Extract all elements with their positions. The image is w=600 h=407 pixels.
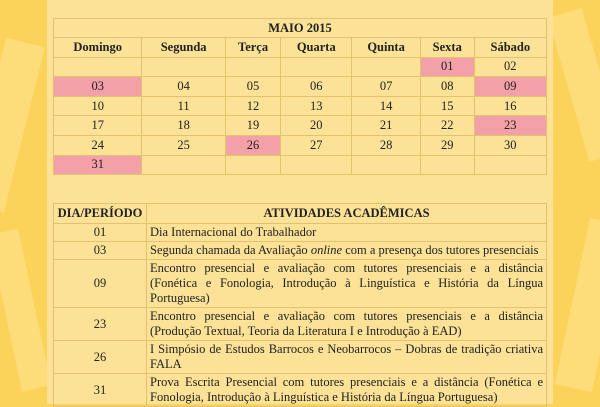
calendar-empty-cell — [352, 57, 421, 77]
calendar-empty-cell — [225, 57, 280, 77]
activity-text-italic: online — [310, 243, 343, 257]
calendar-week-row — [54, 77, 547, 97]
calendar-week-row — [54, 155, 547, 175]
calendar-day-cell: 19 — [225, 116, 280, 136]
calendar-day-cell: 09 — [474, 77, 546, 97]
calendar-day-cell: 30 — [474, 135, 546, 155]
table-row — [54, 260, 547, 308]
calendar-day-cell: 18 — [142, 116, 225, 136]
calendar-day-cell: 24 — [54, 135, 142, 155]
activity-text-before: Segunda chamada da Avaliação — [150, 243, 311, 257]
calendar-day-cell: 12 — [225, 96, 280, 116]
weekday-header: Quinta — [352, 38, 421, 58]
calendar-day-cell: 14 — [352, 96, 421, 116]
bg-stripe-left-2 — [0, 229, 51, 392]
calendar-week-row — [54, 116, 547, 136]
activity-day: 23 — [54, 308, 147, 341]
activity-text-after: com a presença dos tutores presenciais — [342, 243, 539, 257]
activity-description: Encontro presencial e avaliação com tutores presenciais e a distância (Produção Textual, Teoria da Literatura I e Introdução à EAD) — [147, 308, 547, 341]
calendar-empty-cell — [474, 155, 546, 175]
calendar-day-cell: 26 — [225, 135, 280, 155]
activities-table — [53, 203, 547, 407]
calendar-week-row — [54, 57, 547, 77]
table-row — [54, 224, 547, 242]
calendar-empty-cell — [225, 155, 280, 175]
weekday-header: Sábado — [474, 38, 546, 58]
activity-day: 01 — [54, 224, 147, 242]
calendar-table — [53, 18, 547, 175]
weekday-header: Segunda — [142, 38, 225, 58]
calendar-body — [54, 57, 547, 175]
table-row — [54, 341, 547, 374]
calendar-empty-cell — [142, 155, 225, 175]
day-period-header: DIA/PERÍODO — [54, 204, 147, 224]
weekday-header: Sexta — [420, 38, 474, 58]
calendar-day-cell: 06 — [281, 77, 352, 97]
calendar-day-cell: 21 — [352, 116, 421, 136]
calendar-day-cell: 04 — [142, 77, 225, 97]
table-row — [54, 374, 547, 407]
activity-description: Dia Internacional do Trabalhador — [147, 224, 547, 242]
weekday-header: Terça — [225, 38, 280, 58]
calendar-day-cell: 22 — [420, 116, 474, 136]
bg-stripe-left-1 — [0, 38, 45, 213]
calendar-empty-cell — [352, 155, 421, 175]
calendar-day-cell: 28 — [352, 135, 421, 155]
calendar-empty-cell — [420, 155, 474, 175]
bg-stripe-right-2 — [555, 218, 600, 392]
calendar-day-cell: 23 — [474, 116, 546, 136]
calendar-day-cell: 17 — [54, 116, 142, 136]
activity-description: Prova Escrita Presencial com tutores presenciais e a distância (Fonética e Fonologia, Introdução à Linguística e História da Língua Portuguesa) — [147, 374, 547, 407]
calendar-day-cell: 29 — [420, 135, 474, 155]
activity-description: I Simpósio de Estudos Barrocos e Neobarrocos – Dobras de tradição criativa FALA — [147, 341, 547, 374]
activity-description — [147, 242, 547, 260]
calendar-day-cell: 27 — [281, 135, 352, 155]
calendar-day-cell: 11 — [142, 96, 225, 116]
calendar-day-cell: 13 — [281, 96, 352, 116]
calendar-week-row — [54, 135, 547, 155]
calendar-empty-cell — [281, 155, 352, 175]
calendar-day-cell: 15 — [420, 96, 474, 116]
activity-day: 09 — [54, 260, 147, 308]
table-row — [54, 308, 547, 341]
calendar-day-cell: 05 — [225, 77, 280, 97]
activities-header: ATIVIDADES ACADÊMICAS — [147, 204, 547, 224]
calendar-day-cell: 20 — [281, 116, 352, 136]
calendar-day-cell: 16 — [474, 96, 546, 116]
calendar-day-cell: 25 — [142, 135, 225, 155]
calendar-day-cell: 07 — [352, 77, 421, 97]
weekday-header-row — [54, 38, 547, 58]
table-row — [54, 242, 547, 260]
calendar-day-cell: 31 — [54, 155, 142, 175]
calendar-day-cell: 10 — [54, 96, 142, 116]
weekday-header: Domingo — [54, 38, 142, 58]
bg-stripe-right-1 — [548, 8, 600, 162]
activity-day: 26 — [54, 341, 147, 374]
calendar-day-cell: 02 — [474, 57, 546, 77]
activity-description: Encontro presencial e avaliação com tutores presenciais e a distância (Fonética e Fonologia, Introdução à Linguística e História da Língua Portuguesa) — [147, 260, 547, 308]
calendar-day-cell: 01 — [420, 57, 474, 77]
calendar-day-cell: 08 — [420, 77, 474, 97]
calendar-empty-cell — [281, 57, 352, 77]
calendar-empty-cell — [54, 57, 142, 77]
calendar-day-cell: 03 — [54, 77, 142, 97]
calendar-week-row — [54, 96, 547, 116]
activity-day: 03 — [54, 242, 147, 260]
activity-day: 31 — [54, 374, 147, 407]
weekday-header: Quarta — [281, 38, 352, 58]
calendar-title: MAIO 2015 — [54, 19, 547, 38]
calendar-empty-cell — [142, 57, 225, 77]
